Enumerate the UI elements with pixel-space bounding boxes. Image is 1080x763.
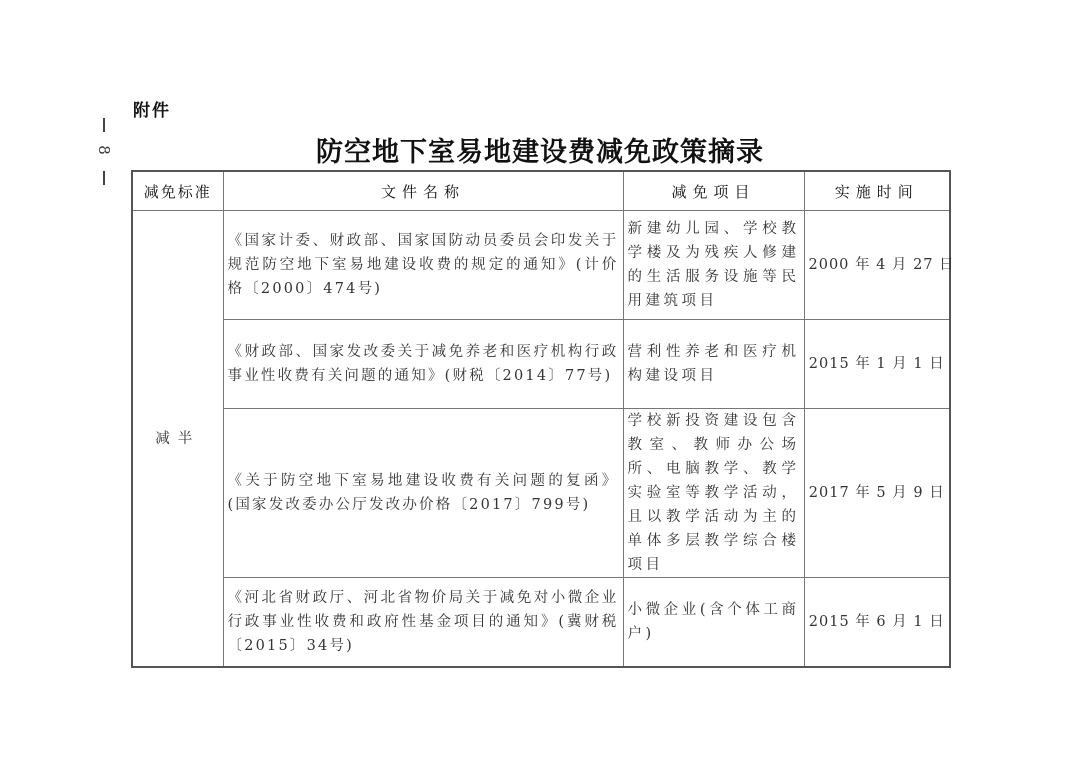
document-cell: 《国家计委、财政部、国家国防动员委员会印发关于规范防空地下室易地建设收费的规定的通知》(计价格〔2000〕474号) xyxy=(223,211,623,320)
item-cell: 学校新投资建设包含教室、教师办公场所、电脑教学、教学实验室等教学活动，且以教学活动为主的单体多层教学综合楼项目 xyxy=(623,409,804,578)
table-row xyxy=(132,578,950,668)
table-row xyxy=(132,409,950,578)
header-document-name: 文件名称 xyxy=(223,171,623,211)
table-row xyxy=(132,211,950,320)
document-cell: 《关于防空地下室易地建设收费有关问题的复函》(国家发改委办公厅发改办价格〔2017〕799号) xyxy=(223,409,623,578)
date-cell: 2015 年 6 月 1 日 xyxy=(804,578,950,668)
table-header-row xyxy=(132,171,950,211)
date-cell: 2000 年 4 月 27 日 xyxy=(804,211,950,320)
attachment-label: 附件 xyxy=(133,101,171,121)
item-cell: 营利性养老和医疗机构建设项目 xyxy=(623,320,804,409)
page-title: 防空地下室易地建设费减免政策摘录 xyxy=(316,137,764,168)
date-cell: 2017 年 5 月 9 日 xyxy=(804,409,950,578)
policy-table xyxy=(131,170,955,668)
table-row xyxy=(132,320,950,409)
item-cell: 新建幼儿园、学校教学楼及为残疾人修建的生活服务设施等民用建筑项目 xyxy=(623,211,804,320)
page-number: 8 xyxy=(95,145,113,155)
date-cell: 2015 年 1 月 1 日 xyxy=(804,320,950,409)
standard-cell: 减半 xyxy=(132,211,223,668)
document-cell: 《财政部、国家发改委关于减免养老和医疗机构行政事业性收费有关问题的通知》(财税〔2014〕77号) xyxy=(223,320,623,409)
page-number-dash-bottom xyxy=(103,171,105,185)
header-standard: 减免标准 xyxy=(132,171,223,211)
document-cell: 《河北省财政厅、河北省物价局关于减免对小微企业行政事业性收费和政府性基金项目的通知》(冀财税〔2015〕34号) xyxy=(223,578,623,668)
header-item: 减免项目 xyxy=(623,171,804,211)
item-cell: 小微企业(含个体工商户) xyxy=(623,578,804,668)
header-date: 实施时间 xyxy=(804,171,950,211)
